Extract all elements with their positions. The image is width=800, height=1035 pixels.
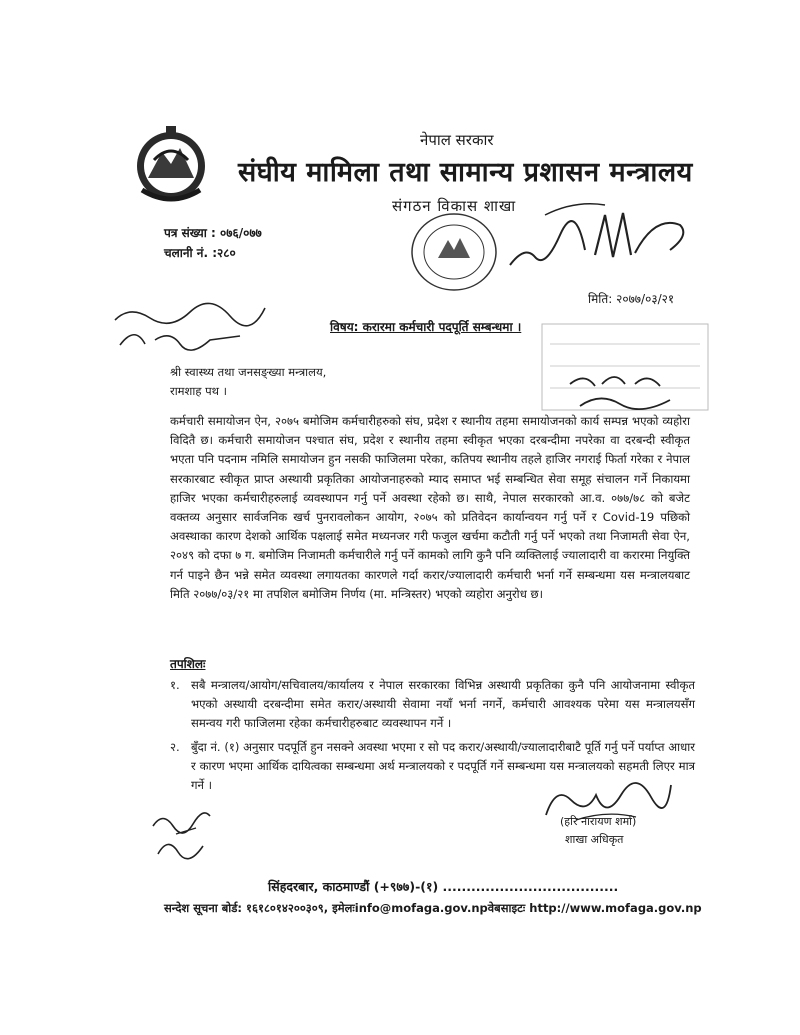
list-item-number: २. xyxy=(170,740,180,754)
handwritten-note-left xyxy=(110,300,270,358)
dispatch-number: चलानी नं. :२८० xyxy=(164,246,236,260)
letter-subject: विषय: करारमा कर्मचारी पदपूर्ति सम्बन्धमा । xyxy=(330,320,522,334)
footer-address: सिंहदरबार, काठमाण्डौं (+९७७)-(१) ..................................... xyxy=(268,879,619,894)
list-item-number: १. xyxy=(170,678,180,692)
office-stamp xyxy=(398,208,510,298)
government-name: नेपाल सरकार xyxy=(420,131,494,149)
list-item xyxy=(170,676,695,734)
signatory-designation: शाखा अधिकृत xyxy=(565,833,624,846)
letter-body: कर्मचारी समायोजन ऐन, २०७५ बमोजिम कर्मचारीहरुको संघ, प्रदेश र स्थानीय तहमा समायोजनको कार्य सम्पन्न भएको व्यहोरा विदितै छ। कर्मचारी समायोजन पश्चात संघ, प्रदेश र स्थानीय तहमा स्वीकृत भएका दरबन्दीमा नपरेका वा दरबन्दी स्वीकृत भएता पनि पदनाम नमिलि समायोजन हुन नसकी फाजिलमा परेका, कतिपय स्थानीय तहले हाजिर नगराई फिर्ता गरेका र नेपाल सरकारबाट स्वीकृत प्राप्त अस्थायी प्रकृतिका आयोजनाहरुको म्याद समाप्त भई सम्बन्धित सेवा समूह संचालन गर्ने निकायमा हाजिर भएका कर्मचारीहरुलाई व्यवस्थापन गर्नु पर्ने अवस्था रहेको छ। साथै, नेपाल सरकारको आ.व. ०७७/७८ को बजेट वक्तव्य अनुसार सार्वजनिक खर्च पुनरावलोकन आयोग, २०७५ को प्रतिवेदन कार्यान्वयन गर्नु पर्ने र Covid-19 पछिको अवस्थाका कारण देशको आर्थिक पक्षलाई समेत मध्यनजर गरी फजुल खर्चमा कटौती गर्नु पर्ने भएको तथा निजामती सेवा ऐन, २०४९ को दफा ७ ग. बमोजिम निजामती कर्मचारीले गर्नु पर्ने कामको लागि कुनै पनि व्यक्तिलाई ज्यालादारी वा करारमा नियुक्ति गर्न पाइने छैन भन्ने समेत व्यवस्था लगायतका कारणले गर्दा करार/ज्यालादारी कर्मचारी भर्ना गर्ने सम्बन्धमा यस मन्त्रालयबाट मिति २०७७/०३/२१ मा तपशिल बमोजिम निर्णय (मा. मन्त्रिस्तर) भएको व्यहोरा अनुरोध छ। xyxy=(170,414,690,601)
letter-number: पत्र संख्या : ०७६/०७७ xyxy=(164,226,262,240)
recipient-line-1: श्री स्वास्थ्य तथा जनसङ्ख्या मन्त्रालय, xyxy=(170,365,327,379)
tapsil-heading: तपशिलः xyxy=(170,657,206,671)
recipient-line-2: रामशाह पथ । xyxy=(170,384,228,398)
footer-contact: सन्देश सूचना बोर्ड: १६१८०१४२००३०९, इमेलःinfo@mofaga.gov.npवेबसाइटः http://www.mofaga.gov.np xyxy=(164,901,702,915)
signature-top-right xyxy=(505,195,705,285)
ministry-name: संघीय मामिला तथा सामान्य प्रशासन मन्त्रालय xyxy=(238,157,693,188)
list-item-text: सबै मन्त्रालय/आयोग/सचिवालय/कार्यालय र नेपाल सरकारका विभिन्न अस्थायी प्रकृतिका कुनै पनि आयोजनामा स्वीकृत भएको अस्थायी दरबन्दीमा समेत करार/अस्थायी सेवामा नयाँ भर्ना नगर्ने, कर्मचारी आवश्यक परेमा यस मन्त्रालयसँग समन्वय गरी फाजिलमा रहेका कर्मचारीहरुबाट व्यवस्थापन गर्ने । xyxy=(191,678,695,731)
list-item-text: बुँदा नं. (१) अनुसार पदपूर्ति हुन नसक्ने अवस्था भएमा र सो पद करार/अस्थायी/ज्यालादारीबाटै पूर्ति गर्नु पर्ने पर्याप्त आधार र कारण भएमा आर्थिक दायित्वका सम्बन्धमा अर्थ मन्त्रालयको र पदपूर्ति गर्ने सम्बन्धमा यस मन्त्रालयको सहमती लिएर मात्र गर्ने । xyxy=(191,740,695,793)
handwritten-note-bottom-left xyxy=(148,806,218,866)
signatory-name: (हरि नारायण शर्मा) xyxy=(560,815,637,828)
letter-date: मिति: २०७७/०३/२१ xyxy=(588,292,675,306)
section-name: संगठन विकास शाखा xyxy=(392,197,517,215)
received-stamp xyxy=(540,322,710,412)
nepal-emblem-logo xyxy=(132,120,210,210)
